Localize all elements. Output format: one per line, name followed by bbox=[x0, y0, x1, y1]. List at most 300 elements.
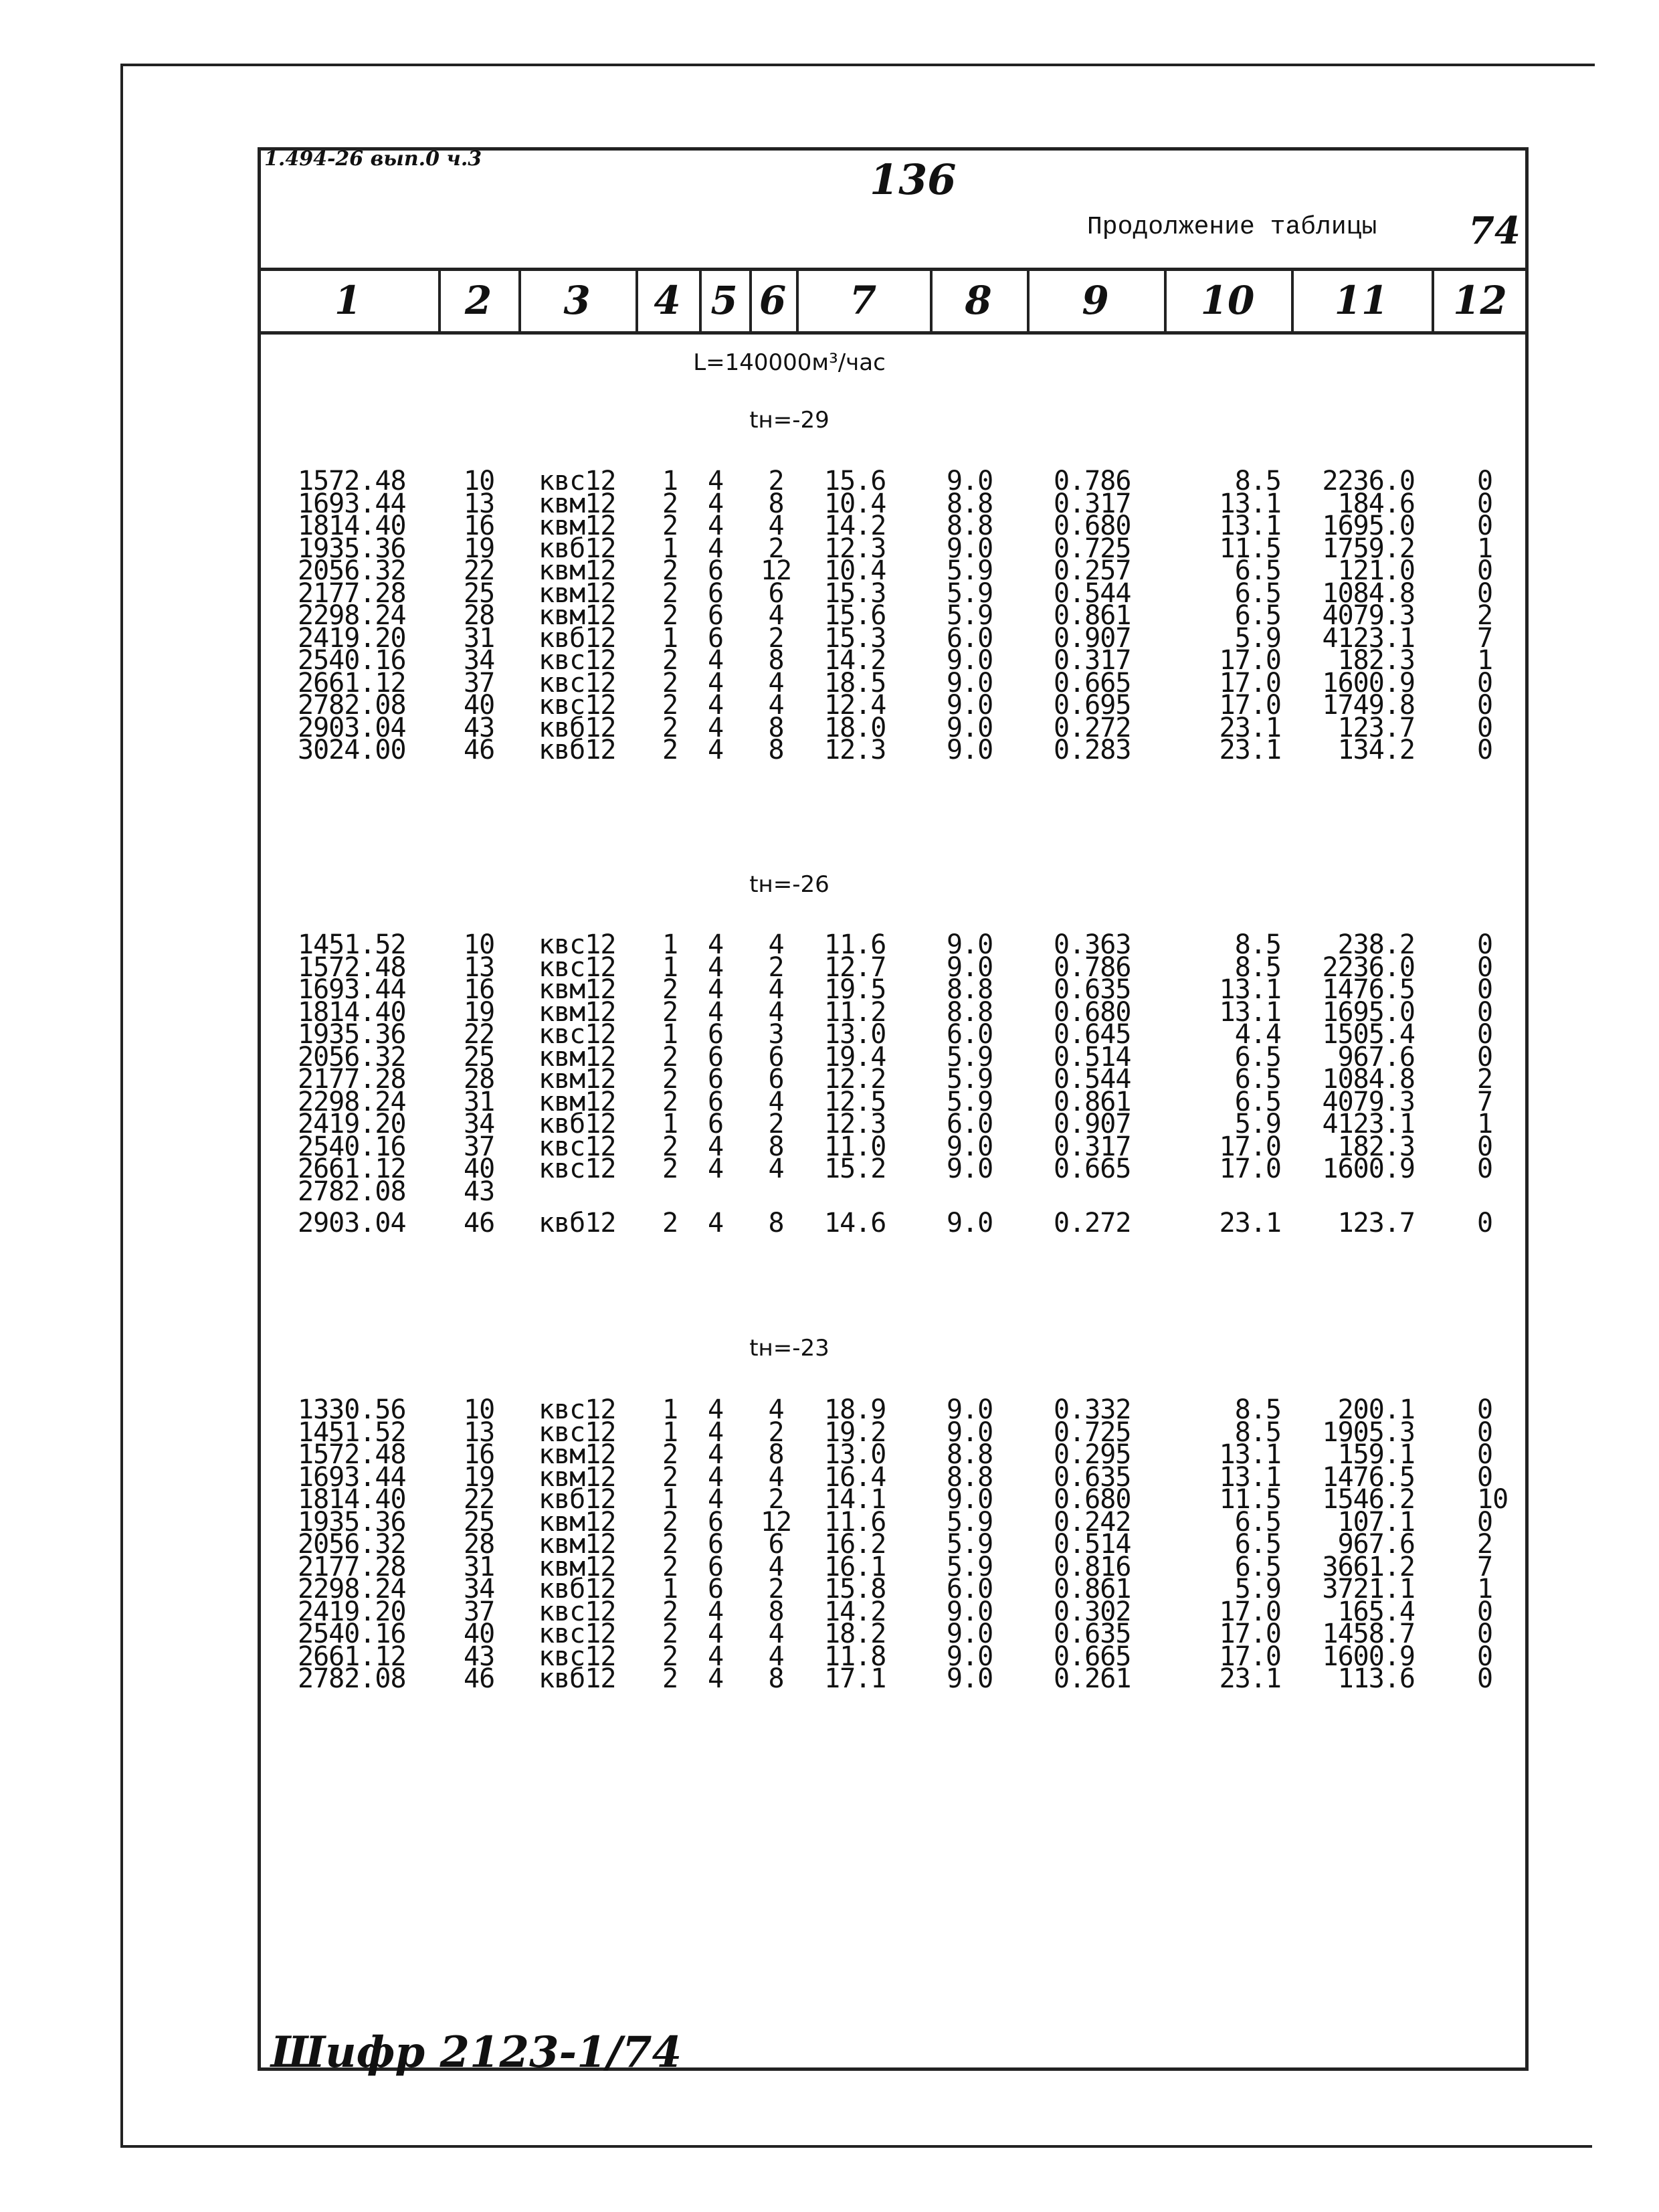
cell-col-7: 15.8 bbox=[824, 1574, 886, 1604]
cell-col-8: 8.8 bbox=[947, 511, 993, 541]
column-header-3: 3 bbox=[563, 278, 591, 323]
cell-col-10: 13.1 bbox=[1219, 488, 1281, 519]
page-number: 136 bbox=[870, 155, 957, 204]
cell-col-5: 4 bbox=[708, 1461, 724, 1493]
cell-col-1: 2661.12 bbox=[298, 1154, 406, 1184]
cell-col-4: 1 bbox=[662, 1019, 678, 1050]
cell-col-5: 6 bbox=[708, 1041, 724, 1073]
cell-col-7: 10.4 bbox=[824, 488, 886, 519]
column-header-5: 5 bbox=[710, 278, 738, 323]
cell-col-3: квб12 bbox=[539, 622, 616, 654]
cell-col-11: 1695.0 bbox=[1322, 996, 1415, 1028]
column-header-8: 8 bbox=[965, 278, 992, 323]
cell-col-11: 1505.4 bbox=[1322, 1019, 1415, 1050]
cell-col-1: 2540.16 bbox=[298, 1131, 406, 1162]
cell-col-3: квс12 bbox=[539, 1596, 616, 1627]
cell-col-10: 6.5 bbox=[1234, 1064, 1281, 1095]
cell-col-5: 4 bbox=[708, 712, 724, 743]
cell-col-8: 8.8 bbox=[947, 488, 993, 519]
cell-col-8: 6.0 bbox=[947, 622, 993, 654]
cell-col-1: 1572.48 bbox=[298, 1439, 406, 1470]
cell-col-8: 5.9 bbox=[947, 1506, 993, 1538]
cell-col-6: 4 bbox=[768, 1086, 784, 1117]
cell-col-1: 2419.20 bbox=[298, 1596, 406, 1627]
cell-col-11: 238.2 bbox=[1337, 929, 1415, 960]
cell-col-9: 0.695 bbox=[1054, 690, 1131, 721]
cell-col-3: квс12 bbox=[539, 645, 616, 676]
cell-col-8: 9.0 bbox=[947, 735, 993, 765]
cell-col-4: 2 bbox=[662, 712, 678, 743]
cell-col-12: 0 bbox=[1477, 690, 1493, 721]
column-header-9: 9 bbox=[1082, 278, 1109, 323]
cell-col-4: 2 bbox=[662, 645, 678, 676]
cell-col-4: 2 bbox=[662, 1154, 678, 1184]
cell-col-10: 8.5 bbox=[1234, 929, 1281, 960]
cell-col-11: 182.3 bbox=[1337, 645, 1415, 676]
cell-col-12: 0 bbox=[1477, 712, 1493, 743]
cell-col-5: 6 bbox=[708, 1019, 724, 1050]
cell-col-12: 0 bbox=[1477, 1394, 1493, 1425]
cell-col-11: 165.4 bbox=[1337, 1596, 1415, 1627]
cell-col-6: 4 bbox=[768, 1619, 784, 1649]
cell-col-10: 6.5 bbox=[1234, 1529, 1281, 1560]
cell-col-12: 0 bbox=[1477, 1208, 1493, 1238]
cell-col-11: 2236.0 bbox=[1322, 951, 1415, 983]
cell-col-5: 4 bbox=[708, 533, 724, 564]
cell-col-11: 1476.5 bbox=[1322, 1461, 1415, 1493]
cell-col-5: 4 bbox=[708, 974, 724, 1005]
cell-col-11: 159.1 bbox=[1337, 1439, 1415, 1470]
cell-col-6: 8 bbox=[768, 735, 784, 765]
cell-col-2: 19 bbox=[464, 1461, 495, 1493]
cell-col-1: 2782.08 bbox=[298, 690, 406, 721]
cell-col-5: 4 bbox=[708, 929, 724, 960]
cell-col-2: 13 bbox=[464, 1416, 495, 1448]
column-header-2: 2 bbox=[464, 278, 492, 323]
column-header-12: 12 bbox=[1453, 278, 1507, 323]
cell-col-6: 4 bbox=[768, 996, 784, 1028]
cell-col-5: 4 bbox=[708, 1641, 724, 1672]
cell-col-3: квс12 bbox=[539, 466, 616, 496]
cell-col-7: 14.2 bbox=[824, 645, 886, 676]
cell-col-5: 4 bbox=[708, 1439, 724, 1470]
cell-col-3: квб12 bbox=[539, 1208, 616, 1238]
cell-col-9: 0.635 bbox=[1054, 1461, 1131, 1493]
cell-col-2: 16 bbox=[464, 511, 495, 541]
cell-col-8: 5.9 bbox=[947, 600, 993, 631]
cell-col-10: 23.1 bbox=[1219, 712, 1281, 743]
cell-col-1: 2177.28 bbox=[298, 577, 406, 609]
cell-col-4: 1 bbox=[662, 929, 678, 960]
cell-col-2: 46 bbox=[464, 1208, 495, 1238]
cell-col-9: 0.907 bbox=[1054, 622, 1131, 654]
cell-col-2: 13 bbox=[464, 951, 495, 983]
cell-col-9: 0.861 bbox=[1054, 600, 1131, 631]
cell-col-2: 43 bbox=[464, 1176, 495, 1207]
cell-col-12: 0 bbox=[1477, 488, 1493, 519]
cell-col-8: 5.9 bbox=[947, 1086, 993, 1117]
cell-col-2: 37 bbox=[464, 1131, 495, 1162]
cell-col-3: квм12 bbox=[539, 600, 616, 631]
cell-col-7: 16.4 bbox=[824, 1461, 886, 1493]
cell-col-2: 40 bbox=[464, 690, 495, 721]
cell-col-4: 2 bbox=[662, 996, 678, 1028]
cell-col-8: 9.0 bbox=[947, 712, 993, 743]
cell-col-11: 1600.9 bbox=[1322, 1154, 1415, 1184]
cell-col-7: 19.2 bbox=[824, 1416, 886, 1448]
cell-col-11: 1458.7 bbox=[1322, 1619, 1415, 1649]
cell-col-4: 2 bbox=[662, 1041, 678, 1073]
cell-col-6: 2 bbox=[768, 1416, 784, 1448]
cell-col-12: 0 bbox=[1477, 511, 1493, 541]
cell-col-5: 4 bbox=[708, 1154, 724, 1184]
cell-col-2: 43 bbox=[464, 1641, 495, 1672]
cell-col-6: 8 bbox=[768, 712, 784, 743]
cell-col-5: 4 bbox=[708, 1484, 724, 1515]
cell-col-2: 22 bbox=[464, 1019, 495, 1050]
cell-col-1: 1572.48 bbox=[298, 466, 406, 496]
cell-col-10: 6.5 bbox=[1234, 1551, 1281, 1582]
cell-col-6: 8 bbox=[768, 488, 784, 519]
cell-col-11: 3721.1 bbox=[1322, 1574, 1415, 1604]
cell-col-10: 6.5 bbox=[1234, 1086, 1281, 1117]
cell-col-7: 18.9 bbox=[824, 1394, 886, 1425]
cell-col-4: 2 bbox=[662, 577, 678, 609]
cell-col-7: 15.3 bbox=[824, 622, 886, 654]
cell-col-6: 8 bbox=[768, 1208, 784, 1238]
footer-cipher: Шифр 2123-1/74 bbox=[271, 2027, 682, 2078]
cell-col-2: 28 bbox=[464, 1529, 495, 1560]
cell-col-1: 2056.32 bbox=[298, 1529, 406, 1560]
cell-col-2: 16 bbox=[464, 1439, 495, 1470]
cell-col-11: 113.6 bbox=[1337, 1663, 1415, 1694]
cell-col-9: 0.907 bbox=[1054, 1109, 1131, 1139]
cell-col-12: 0 bbox=[1477, 466, 1493, 496]
cell-col-12: 2 bbox=[1477, 600, 1493, 631]
cell-col-1: 1935.36 bbox=[298, 1019, 406, 1050]
cell-col-11: 1759.2 bbox=[1322, 533, 1415, 564]
cell-col-8: 5.9 bbox=[947, 1551, 993, 1582]
cell-col-7: 14.2 bbox=[824, 1596, 886, 1627]
cell-col-7: 14.1 bbox=[824, 1484, 886, 1515]
cell-col-7: 14.2 bbox=[824, 511, 886, 541]
cell-col-8: 9.0 bbox=[947, 951, 993, 983]
cell-col-4: 2 bbox=[662, 974, 678, 1005]
cell-col-1: 2298.24 bbox=[298, 1086, 406, 1117]
cell-col-3: квс12 bbox=[539, 1416, 616, 1448]
cell-col-6: 4 bbox=[768, 1394, 784, 1425]
cell-col-4: 2 bbox=[662, 1131, 678, 1162]
cell-col-3: квб12 bbox=[539, 533, 616, 564]
cell-col-9: 0.861 bbox=[1054, 1574, 1131, 1604]
cell-col-10: 17.0 bbox=[1219, 1131, 1281, 1162]
cell-col-4: 1 bbox=[662, 1484, 678, 1515]
cell-col-1: 1693.44 bbox=[298, 1461, 406, 1493]
cell-col-7: 11.0 bbox=[824, 1131, 886, 1162]
cell-col-6: 4 bbox=[768, 690, 784, 721]
cell-col-10: 17.0 bbox=[1219, 1619, 1281, 1649]
cell-col-8: 8.8 bbox=[947, 996, 993, 1028]
cell-col-11: 1084.8 bbox=[1322, 1064, 1415, 1095]
cell-col-1: 2661.12 bbox=[298, 667, 406, 699]
cell-col-8: 9.0 bbox=[947, 1131, 993, 1162]
cell-col-10: 6.5 bbox=[1234, 600, 1281, 631]
cell-col-7: 15.6 bbox=[824, 466, 886, 496]
cell-col-5: 6 bbox=[708, 600, 724, 631]
cell-col-3: квм12 bbox=[539, 555, 616, 586]
cell-col-11: 184.6 bbox=[1337, 488, 1415, 519]
cell-col-4: 2 bbox=[662, 667, 678, 699]
cell-col-3: квс12 bbox=[539, 1394, 616, 1425]
cell-col-5: 4 bbox=[708, 466, 724, 496]
cell-col-2: 10 bbox=[464, 929, 495, 960]
cell-col-12: 1 bbox=[1477, 1109, 1493, 1139]
cell-col-4: 1 bbox=[662, 622, 678, 654]
column-header-11: 11 bbox=[1334, 278, 1389, 323]
cell-col-4: 2 bbox=[662, 1596, 678, 1627]
cell-col-11: 1476.5 bbox=[1322, 974, 1415, 1005]
cell-col-5: 4 bbox=[708, 667, 724, 699]
cell-col-7: 12.4 bbox=[824, 690, 886, 721]
cell-col-9: 0.786 bbox=[1054, 466, 1131, 496]
cell-col-12: 1 bbox=[1477, 533, 1493, 564]
cell-col-9: 0.645 bbox=[1054, 1019, 1131, 1050]
cell-col-9: 0.242 bbox=[1054, 1506, 1131, 1538]
cell-col-4: 1 bbox=[662, 533, 678, 564]
cell-col-3: квм12 bbox=[539, 577, 616, 609]
cell-col-8: 9.0 bbox=[947, 1484, 993, 1515]
cell-col-2: 40 bbox=[464, 1154, 495, 1184]
cell-col-4: 2 bbox=[662, 1439, 678, 1470]
cell-col-10: 6.5 bbox=[1234, 555, 1281, 586]
column-header-7: 7 bbox=[849, 278, 877, 323]
cell-col-12: 0 bbox=[1477, 667, 1493, 699]
cell-col-2: 46 bbox=[464, 1663, 495, 1694]
cell-col-6: 3 bbox=[768, 1019, 784, 1050]
cell-col-1: 2419.20 bbox=[298, 622, 406, 654]
cell-col-5: 4 bbox=[708, 1208, 724, 1238]
cell-col-1: 2661.12 bbox=[298, 1641, 406, 1672]
cell-col-2: 16 bbox=[464, 974, 495, 1005]
cell-col-4: 2 bbox=[662, 735, 678, 765]
cell-col-1: 2782.08 bbox=[298, 1663, 406, 1694]
cell-col-6: 4 bbox=[768, 600, 784, 631]
cell-col-8: 9.0 bbox=[947, 1596, 993, 1627]
cell-col-9: 0.514 bbox=[1054, 1529, 1131, 1560]
cell-col-5: 4 bbox=[708, 1619, 724, 1649]
cell-col-6: 4 bbox=[768, 1461, 784, 1493]
cell-col-3: квс12 bbox=[539, 667, 616, 699]
cell-col-8: 9.0 bbox=[947, 1663, 993, 1694]
cell-col-6: 8 bbox=[768, 1439, 784, 1470]
cell-col-6: 12 bbox=[760, 555, 792, 586]
cell-col-10: 4.4 bbox=[1234, 1019, 1281, 1050]
table-number: 74 bbox=[1468, 209, 1521, 253]
cell-col-11: 4123.1 bbox=[1322, 1109, 1415, 1139]
cell-col-11: 123.7 bbox=[1337, 1208, 1415, 1238]
cell-col-2: 37 bbox=[464, 667, 495, 699]
cell-col-7: 16.1 bbox=[824, 1551, 886, 1582]
cell-col-10: 6.5 bbox=[1234, 1506, 1281, 1538]
cell-col-2: 34 bbox=[464, 1109, 495, 1139]
cell-col-7: 14.6 bbox=[824, 1208, 886, 1238]
cell-col-4: 2 bbox=[662, 1529, 678, 1560]
cell-col-8: 9.0 bbox=[947, 690, 993, 721]
cell-col-10: 8.5 bbox=[1234, 1394, 1281, 1425]
cell-col-3: квб12 bbox=[539, 1663, 616, 1694]
cell-col-8: 6.0 bbox=[947, 1019, 993, 1050]
cell-col-1: 1451.52 bbox=[298, 929, 406, 960]
cell-col-10: 11.5 bbox=[1219, 1484, 1281, 1515]
cell-col-7: 17.1 bbox=[824, 1663, 886, 1694]
cell-col-4: 1 bbox=[662, 1574, 678, 1604]
cell-col-4: 2 bbox=[662, 511, 678, 541]
cell-col-9: 0.332 bbox=[1054, 1394, 1131, 1425]
cell-col-8: 9.0 bbox=[947, 1641, 993, 1672]
cell-col-9: 0.665 bbox=[1054, 1154, 1131, 1184]
cell-col-9: 0.317 bbox=[1054, 645, 1131, 676]
cell-col-4: 1 bbox=[662, 466, 678, 496]
section-label: tн=-23 bbox=[749, 1335, 830, 1362]
header-bottom-rule bbox=[258, 331, 1529, 335]
continuation-label: Продолжение таблицы bbox=[1087, 213, 1377, 242]
cell-col-5: 6 bbox=[708, 1551, 724, 1582]
cell-col-10: 13.1 bbox=[1219, 996, 1281, 1028]
cell-col-4: 2 bbox=[662, 1064, 678, 1095]
cell-col-6: 4 bbox=[768, 1641, 784, 1672]
cell-col-7: 12.3 bbox=[824, 533, 886, 564]
column-header-1: 1 bbox=[334, 278, 362, 323]
cell-col-10: 8.5 bbox=[1234, 466, 1281, 496]
cell-col-2: 25 bbox=[464, 1041, 495, 1073]
cell-col-3: квб12 bbox=[539, 1484, 616, 1515]
cell-col-6: 6 bbox=[768, 577, 784, 609]
cell-col-11: 3661.2 bbox=[1322, 1551, 1415, 1582]
cell-col-1: 2298.24 bbox=[298, 1574, 406, 1604]
cell-col-11: 121.0 bbox=[1337, 555, 1415, 586]
cell-col-12: 0 bbox=[1477, 1041, 1493, 1073]
cell-col-12: 0 bbox=[1477, 1596, 1493, 1627]
cell-col-2: 40 bbox=[464, 1619, 495, 1649]
cell-col-3: квм12 bbox=[539, 1064, 616, 1095]
cell-col-5: 4 bbox=[708, 1596, 724, 1627]
cell-col-2: 22 bbox=[464, 555, 495, 586]
cell-col-1: 1935.36 bbox=[298, 533, 406, 564]
cell-col-1: 2540.16 bbox=[298, 645, 406, 676]
cell-col-8: 9.0 bbox=[947, 1416, 993, 1448]
cell-col-11: 107.1 bbox=[1337, 1506, 1415, 1538]
cell-col-4: 2 bbox=[662, 1208, 678, 1238]
cell-col-10: 13.1 bbox=[1219, 511, 1281, 541]
cell-col-7: 11.8 bbox=[824, 1641, 886, 1672]
cell-col-11: 1600.9 bbox=[1322, 1641, 1415, 1672]
cell-col-9: 0.261 bbox=[1054, 1663, 1131, 1694]
cell-col-1: 1572.48 bbox=[298, 951, 406, 983]
cell-col-12: 0 bbox=[1477, 1154, 1493, 1184]
cell-col-5: 4 bbox=[708, 488, 724, 519]
cell-col-5: 6 bbox=[708, 1064, 724, 1095]
cell-col-5: 4 bbox=[708, 1394, 724, 1425]
cell-col-1: 2782.08 bbox=[298, 1176, 406, 1207]
cell-col-5: 4 bbox=[708, 1416, 724, 1448]
cell-col-3: квб12 bbox=[539, 1109, 616, 1139]
section-label: tн=-29 bbox=[749, 407, 830, 434]
cell-col-6: 4 bbox=[768, 974, 784, 1005]
cell-col-8: 5.9 bbox=[947, 1064, 993, 1095]
cell-col-10: 13.1 bbox=[1219, 1461, 1281, 1493]
section-label: tн=-26 bbox=[749, 871, 830, 898]
cell-col-6: 2 bbox=[768, 466, 784, 496]
cell-col-12: 0 bbox=[1477, 1019, 1493, 1050]
cell-col-4: 1 bbox=[662, 1394, 678, 1425]
cell-col-4: 2 bbox=[662, 1086, 678, 1117]
cell-col-1: 1935.36 bbox=[298, 1506, 406, 1538]
cell-col-4: 2 bbox=[662, 1663, 678, 1694]
cell-col-8: 6.0 bbox=[947, 1574, 993, 1604]
cell-col-6: 8 bbox=[768, 645, 784, 676]
cell-col-4: 2 bbox=[662, 1506, 678, 1538]
cell-col-11: 1600.9 bbox=[1322, 667, 1415, 699]
cell-col-3: квм12 bbox=[539, 1506, 616, 1538]
cell-col-2: 46 bbox=[464, 735, 495, 765]
cell-col-5: 6 bbox=[708, 1506, 724, 1538]
cell-col-8: 5.9 bbox=[947, 555, 993, 586]
cell-col-10: 23.1 bbox=[1219, 735, 1281, 765]
cell-col-11: 134.2 bbox=[1337, 735, 1415, 765]
cell-col-12: 0 bbox=[1477, 951, 1493, 983]
cell-col-6: 4 bbox=[768, 929, 784, 960]
cell-col-9: 0.544 bbox=[1054, 1064, 1131, 1095]
cell-col-10: 23.1 bbox=[1219, 1663, 1281, 1694]
cell-col-7: 18.5 bbox=[824, 667, 886, 699]
cell-col-9: 0.257 bbox=[1054, 555, 1131, 586]
cell-col-6: 6 bbox=[768, 1529, 784, 1560]
cell-col-12: 7 bbox=[1477, 1086, 1493, 1117]
cell-col-3: квм12 bbox=[539, 1439, 616, 1470]
cell-col-11: 4079.3 bbox=[1322, 600, 1415, 631]
cell-col-1: 2903.04 bbox=[298, 712, 406, 743]
cell-col-3: квм12 bbox=[539, 511, 616, 541]
cell-col-10: 17.0 bbox=[1219, 1641, 1281, 1672]
cell-col-10: 17.0 bbox=[1219, 690, 1281, 721]
cell-col-10: 5.9 bbox=[1234, 1574, 1281, 1604]
cell-col-11: 967.6 bbox=[1337, 1041, 1415, 1073]
cell-col-7: 12.2 bbox=[824, 1064, 886, 1095]
cell-col-1: 1814.40 bbox=[298, 996, 406, 1028]
cell-col-10: 17.0 bbox=[1219, 1154, 1281, 1184]
cell-col-2: 37 bbox=[464, 1596, 495, 1627]
cell-col-1: 2419.20 bbox=[298, 1109, 406, 1139]
cell-col-6: 2 bbox=[768, 1484, 784, 1515]
cell-col-3: квм12 bbox=[539, 1086, 616, 1117]
cell-col-9: 0.317 bbox=[1054, 488, 1131, 519]
cell-col-6: 2 bbox=[768, 1109, 784, 1139]
cell-col-9: 0.861 bbox=[1054, 1086, 1131, 1117]
cell-col-9: 0.635 bbox=[1054, 974, 1131, 1005]
cell-col-8: 9.0 bbox=[947, 667, 993, 699]
cell-col-12: 10 bbox=[1477, 1484, 1508, 1515]
cell-col-6: 2 bbox=[768, 951, 784, 983]
cell-col-8: 9.0 bbox=[947, 1208, 993, 1238]
cell-col-6: 8 bbox=[768, 1663, 784, 1694]
cell-col-8: 5.9 bbox=[947, 577, 993, 609]
cell-col-8: 9.0 bbox=[947, 1619, 993, 1649]
cell-col-5: 6 bbox=[708, 577, 724, 609]
cell-col-2: 19 bbox=[464, 996, 495, 1028]
cell-col-7: 11.2 bbox=[824, 996, 886, 1028]
cell-col-5: 6 bbox=[708, 1086, 724, 1117]
cell-col-3: квб12 bbox=[539, 735, 616, 765]
